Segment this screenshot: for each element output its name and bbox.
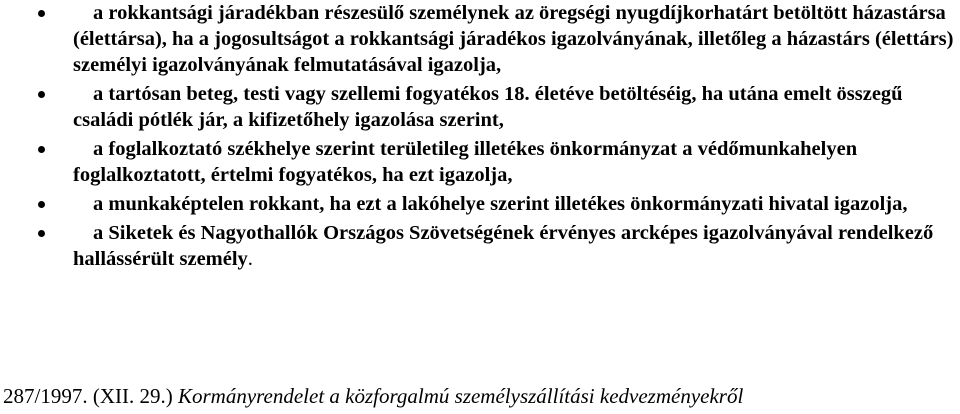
regulation-title: Kormányrendelet a közforgalmú személyszállítási kedvezményekről	[177, 384, 744, 408]
list-item	[0, 81, 960, 133]
list-item-text: a rokkantsági járadékban részesülő személynek az öregségi nyugdíjkorhatárt betöltött házastársa (élettársa), ha a jogosultságot a rokkantsági járadékos igazolványának, illetőleg a házastárs (élettárs) személyi igazolványának felmutatásával igazolja,	[73, 2, 954, 76]
bullet-icon	[38, 230, 45, 237]
list-item	[0, 191, 960, 217]
list-item-text: a munkaképtelen rokkant, ha ezt a lakóhelye szerint illetékes önkormányzati hivatal igazolja,	[93, 193, 908, 215]
list-item-text: a foglalkoztató székhelye szerint területileg illetékes önkormányzat a védőmunkahelyen foglalkoztatott, értelmi fogyatékos, ha ezt igazolja,	[73, 138, 858, 186]
regulation-number: 287/1997. (XII. 29.)	[3, 384, 173, 408]
list-item-trailing: .	[247, 248, 253, 270]
bullet-icon	[38, 10, 45, 17]
list-item	[0, 0, 960, 78]
list-item-text: a tartósan beteg, testi vagy szellemi fogyatékos 18. életéve betöltéséig, ha utána emelt összegű családi pótlék jár, a kifizetőhely igazolása szerint,	[73, 83, 903, 131]
list-item	[0, 220, 960, 272]
bullet-icon	[38, 146, 45, 153]
list-item	[0, 136, 960, 188]
bullet-icon	[38, 91, 45, 98]
regulation-citation	[3, 383, 743, 409]
bullet-icon	[38, 201, 45, 208]
list-item-text: a Siketek és Nagyothallók Országos Szövetségének érvényes arcképes igazolványával rendelkező hallássérült személy	[73, 222, 934, 270]
